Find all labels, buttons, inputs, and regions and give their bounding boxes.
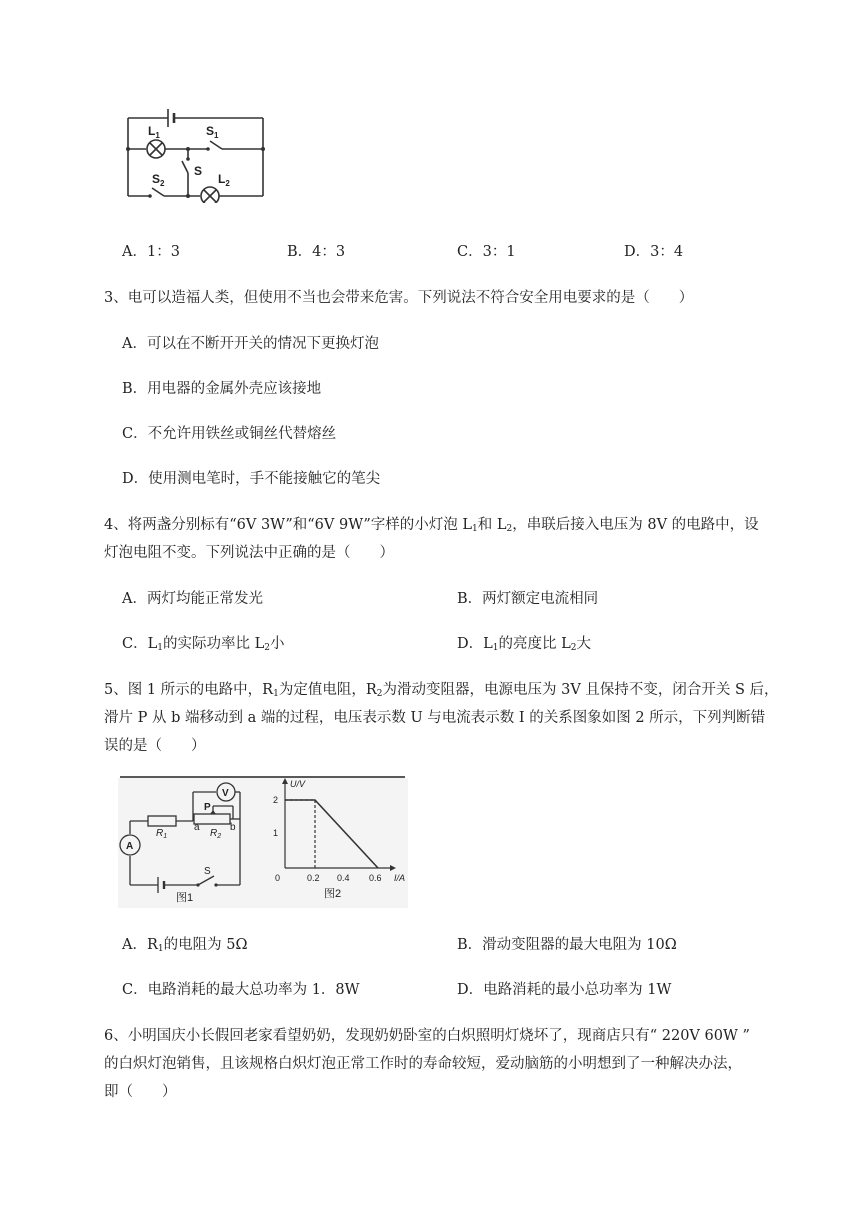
s1-label: $S_1$ bbox=[206, 124, 219, 140]
fig1-a-label: A bbox=[126, 841, 134, 852]
fig1-s-label: S bbox=[204, 866, 211, 877]
fig2-xlabel: I/A bbox=[394, 873, 406, 883]
fig1-v-label: V bbox=[222, 788, 229, 799]
q2-option-d[interactable]: D．3：4 bbox=[624, 244, 684, 260]
q3-option-b[interactable]: B．用电器的金属外壳应该接地 bbox=[122, 381, 322, 397]
q2-circuit-diagram bbox=[118, 103, 268, 203]
fig2-origin: 0 bbox=[275, 873, 281, 883]
fig1-a-end: a bbox=[194, 822, 200, 833]
q4-stem-line2: 灯泡电阻不变。下列说法中正确的是（ ） bbox=[104, 545, 394, 561]
q5-option-a[interactable]: A．$R_1$的电阻为 5Ω bbox=[122, 937, 248, 954]
fig1-b-end: b bbox=[230, 822, 236, 833]
q5-stem-line3: 误的是（ ） bbox=[104, 738, 206, 754]
l2-label: $L_2$ bbox=[218, 172, 230, 188]
q2-option-c[interactable]: C．3：1 bbox=[457, 244, 516, 260]
fig2-ytick: 2 bbox=[273, 795, 279, 805]
fig2-ytick1: 1 bbox=[273, 828, 279, 838]
fig1-r2-label: $R_2$ bbox=[210, 828, 222, 840]
q6-stem-line3: 即（ ） bbox=[104, 1084, 177, 1100]
q4-stem-line1: 4、将两盏分别标有“6V 3W”和“6V 9W”字样的小灯泡 $L_1$和 $L_2$，串联后接入电压为 8V 的电路中，设 bbox=[104, 517, 759, 534]
q4-option-b[interactable]: B．两灯额定电流相同 bbox=[457, 591, 599, 607]
l1-label: $L_1$ bbox=[148, 124, 160, 140]
fig1-p-label: P bbox=[204, 802, 211, 813]
switch-s1-blade bbox=[210, 141, 222, 149]
switch-s2-blade bbox=[152, 188, 164, 196]
q2-option-b[interactable]: B．4：3 bbox=[287, 244, 346, 260]
fig2-xtick: 0.6 bbox=[369, 873, 382, 883]
q4-option-c[interactable]: C．$L_1$的实际功率比 $L_2$小 bbox=[122, 636, 285, 653]
q3-option-d[interactable]: D．使用测电笔时，手不能接触它的笔尖 bbox=[122, 471, 381, 487]
s-label: S bbox=[194, 164, 203, 178]
q3-stem: 3、电可以造福人类，但使用不当也会带来危害。下列说法不符合安全用电要求的是（ ） bbox=[104, 290, 694, 306]
q5-option-b[interactable]: B．滑动变阻器的最大电阻为 10Ω bbox=[457, 937, 677, 953]
q5-stem-line2: 滑片 P 从 b 端移动到 a 端的过程，电压表示数 U 与电流表示数 I 的关系图象如图 2 所示，下列判断错 bbox=[104, 710, 766, 726]
q6-stem-line1: 6、小明国庆小长假回老家看望奶奶，发现奶奶卧室的白炽照明灯烧坏了，现商店只有“ 220V 60W ” bbox=[104, 1028, 750, 1044]
q5-option-c[interactable]: C．电路消耗的最大总功率为 1．8W bbox=[122, 982, 360, 998]
fig2-xtick: 0.2 bbox=[307, 873, 320, 883]
q4-option-a[interactable]: A．两灯均能正常发光 bbox=[122, 591, 263, 607]
q2-option-a[interactable]: A．1：3 bbox=[122, 244, 180, 260]
q3-option-c[interactable]: C．不允许用铁丝或铜丝代替熔丝 bbox=[122, 426, 337, 442]
q5-stem-line1: 5、图 1 所示的电路中，$R_1$为定值电阻，$R_2$为滑动变阻器，电源电压为 3V 且保持不变，闭合开关 S 后， bbox=[104, 682, 779, 699]
fig1-caption: 图1 bbox=[176, 892, 194, 904]
q4-option-d[interactable]: D．$L_1$的亮度比 $L_2$大 bbox=[457, 636, 591, 653]
fig2-caption: 图2 bbox=[324, 888, 342, 900]
fig2-xtick: 0.4 bbox=[337, 873, 350, 883]
q3-option-a[interactable]: A．可以在不断开开关的情况下更换灯泡 bbox=[122, 336, 379, 352]
switch-s-blade bbox=[182, 161, 188, 173]
q5-option-d[interactable]: D．电路消耗的最小总功率为 1W bbox=[457, 982, 672, 998]
q6-stem-line2: 的白炽灯泡销售，且该规格白炽灯泡正常工作时的寿命较短，爱动脑筋的小明想到了一种解决办法， bbox=[104, 1056, 742, 1072]
fig1-r1-label: $R_1$ bbox=[156, 828, 168, 840]
s2-label: $S_2$ bbox=[152, 172, 165, 188]
q5-figures bbox=[118, 770, 408, 908]
fig2-ylabel: U/V bbox=[290, 779, 306, 789]
